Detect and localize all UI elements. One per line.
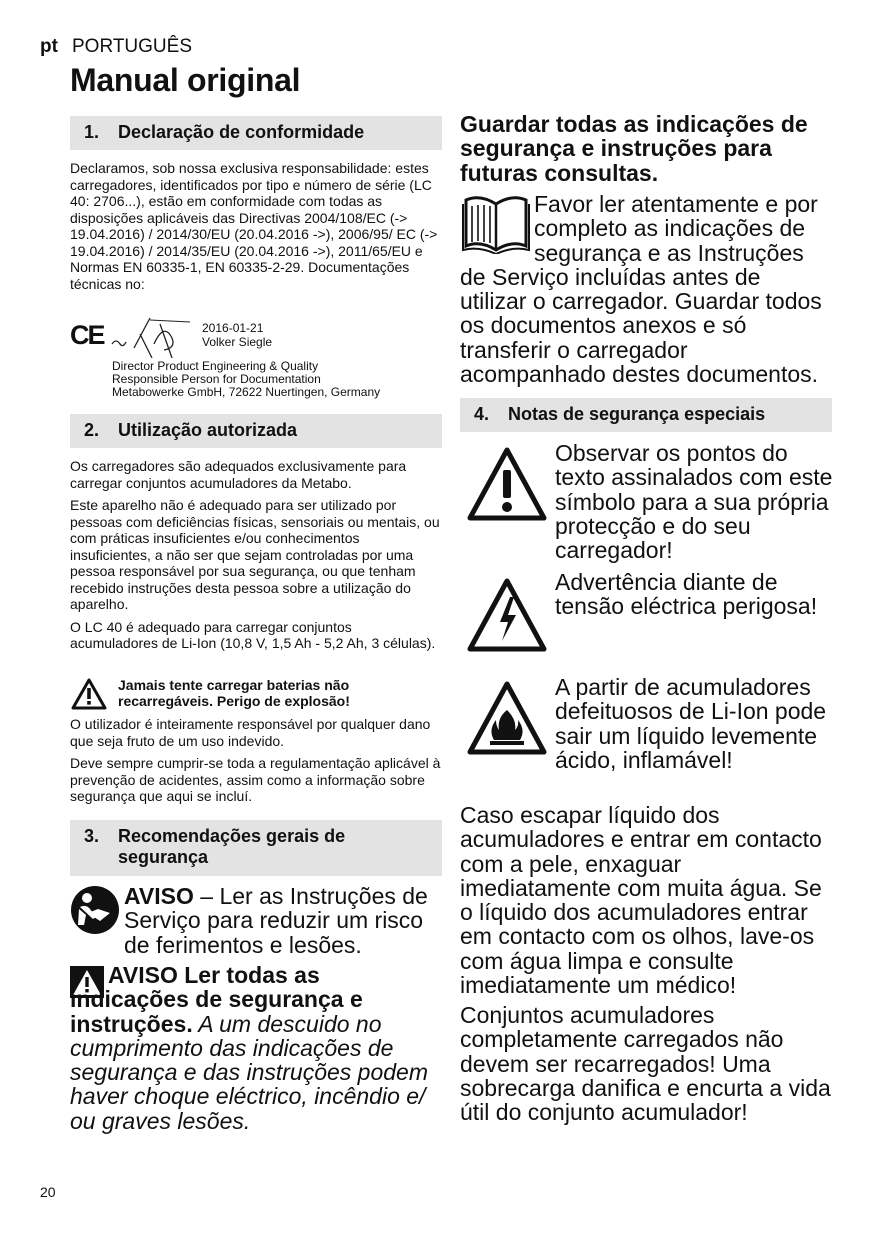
language-name: PORTUGUÊS — [72, 36, 193, 57]
signature-image — [110, 314, 190, 358]
section-2-number: 2. — [84, 420, 100, 440]
conformity-declaration-text: Declaramos, sob nossa exclusiva responsabilidade: estes carregadores, identificados por tipo e número de série (LC 40: 2706...), estão em conformidade com todas as disposições aplicáveis das Directivas 2004/108/EC (-> 19.04.2016) / 2014/30/EU (20.04.2016 ->), 2006/95/ EC (-> 19.04.2016) / 2014/35/EU (20.04.2016 ->), 2011/65/EU e Normas EN 60335-1, EN 60335-2-29. Documentações técnicas no: — [70, 160, 438, 292]
aviso-2-label: AVISO Ler todas as indicações de segurança e instruções. — [70, 962, 363, 1037]
caution-symbol-text: Observar os pontos do texto assinalados com este símbolo para a sua própria protecção e do seu carregador! — [555, 440, 833, 564]
section-3-number: 3. — [84, 826, 100, 846]
keep-instructions-heading: Guardar todas as indicações de segurança e instruções para futuras consultas. — [460, 111, 808, 186]
section-1-number: 1. — [84, 122, 100, 142]
aviso-2-text: A um descuido no cumprimento das indicações de segurança e das instruções podem haver choque eléctrico, incêndio e/ ou graves lesões. — [70, 1010, 428, 1134]
read-manual-icon — [70, 885, 120, 935]
section-4-number: 4. — [474, 404, 490, 424]
company-address: Metabowerke GmbH, 72622 Nuertingen, Germany — [112, 385, 381, 399]
usage-paragraph-5: Deve sempre cumprir-se toda a regulamentação aplicável à prevenção de acidentes, assim como a informação sobre segurança que aqui se incluí. — [70, 755, 441, 804]
usage-paragraph-4: O utilizador é inteiramente responsável por qualquer dano que seja fruto de um uso indevido. — [70, 716, 431, 749]
page-title: Manual original — [70, 62, 301, 98]
electric-hazard-icon — [466, 577, 548, 653]
section-2-body — [70, 458, 442, 658]
section-4-title: Notas de segurança especiais — [508, 404, 766, 424]
aviso-1-text: – Ler as Instruções de Serviço para reduzir um risco de ferimentos e lesões. — [124, 883, 428, 958]
section-1-title: Declaração de conformidade — [118, 122, 365, 142]
keep-instructions-text — [460, 192, 832, 386]
aviso-read-all-warnings — [70, 963, 442, 1133]
page-number: 20 — [40, 1184, 56, 1200]
keep-instructions-body: Favor ler atentamente e por completo as indicações de segurança e as Instruções de Serviço incluídas antes de utilizar o carregador. Guardar todos os documentos anexos e só transferir o carregador acompanhado destes documentos. — [460, 191, 822, 388]
usage-paragraph-2: Este aparelho não é adequado para ser utilizado por pessoas com deficiências físicas, sensoriais ou mentais, ou com práticas insuficientes e/ou conhecimentos insuficientes, a não ser que sejam controladas por uma pessoa responsável por sua segurança, ou que tenham recebido instruções desta pessoa sobre a utilização do aparelho. — [70, 497, 440, 612]
signatory-role-1: Director Product Engineering & Quality — [112, 359, 319, 373]
section-1-heading — [70, 116, 442, 150]
acid-leak-warning-text: A partir de acumuladores defeituosos de Li-Ion pode sair um líquido levemente ácido, inflamável! — [555, 674, 827, 773]
explosion-warning-text: Jamais tente carregar baterias não recarregáveis. Perigo de explosão! — [118, 677, 350, 709]
overcharge-warning-text: Conjuntos acumuladores completamente carregados não devem ser recarregados! Uma sobrecarga danifica e encurta a vida útil do conjunto acumulador! — [460, 1002, 831, 1126]
section-2-heading — [70, 414, 442, 448]
electric-warning-text: Advertência diante de tensão eléctrica perigosa! — [555, 569, 818, 620]
aviso-read-instructions — [124, 884, 442, 957]
language-code: pt — [40, 36, 58, 57]
ce-mark: CE — [70, 320, 104, 350]
signature-date: 2016-01-21 — [202, 321, 264, 335]
signatory-name: Volker Siegle — [202, 335, 273, 349]
section-2-title: Utilização autorizada — [118, 420, 298, 440]
battery-fluid-instructions: Caso escapar líquido dos acumuladores e entrar em contacto com a pele, enxaguar imediatamente com muita água. Se o líquido dos acumuladores entrar em contacto com os olhos, lave-os com água limpa e consulte imediatamente um médico! — [460, 802, 822, 999]
warning-triangle-icon — [71, 678, 107, 710]
usage-paragraph-1: Os carregadores são adequados exclusivamente para carregar conjuntos acumuladores da Metabo. — [70, 458, 407, 491]
section-3-heading — [70, 820, 442, 876]
aviso-1-label: AVISO — [124, 883, 194, 909]
section-2-body-cont — [70, 716, 442, 811]
signature-block — [70, 314, 442, 402]
section-4-heading — [460, 398, 832, 432]
usage-paragraph-3: O LC 40 é adequado para carregar conjuntos acumuladores de Li-Ion (10,8 V, 1,5 Ah - 5,2 Ah, 3 células). — [70, 618, 436, 651]
section-3-title: Recomendações gerais de segurança — [118, 826, 346, 867]
signatory-role-2: Responsible Person for Documentation — [112, 372, 321, 386]
caution-triangle-icon — [466, 446, 548, 522]
flammable-hazard-icon — [466, 680, 548, 756]
